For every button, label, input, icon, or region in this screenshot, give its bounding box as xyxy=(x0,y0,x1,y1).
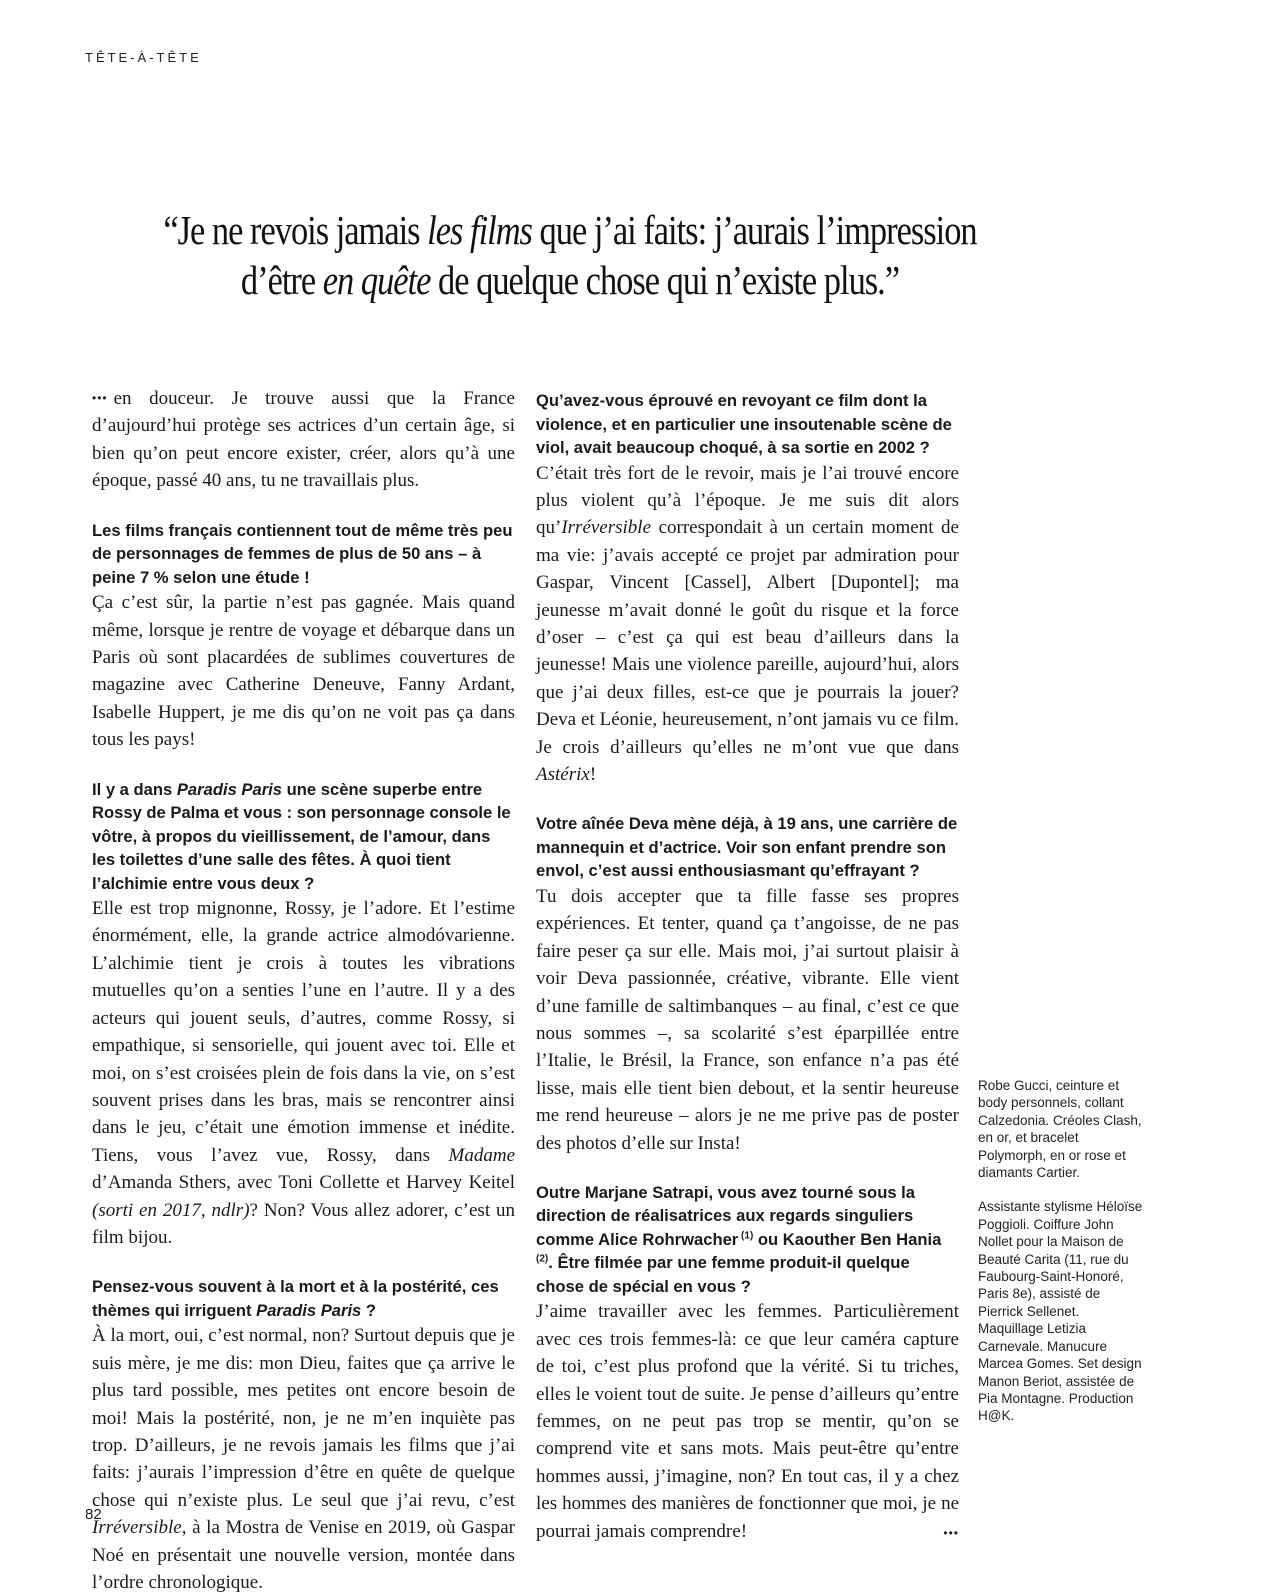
footnote-mark: (1) xyxy=(738,1230,754,1242)
text-segment: “Je ne revois jamais xyxy=(163,207,428,253)
text-segment: Outre Marjane Satrapi, vous avez tourné sous la direction de réalisatrices aux regards singuliers comme Alice Rohrwacher xyxy=(536,1182,916,1249)
italic-text: les films xyxy=(427,207,532,253)
text-segment: d’Amanda Sthers, avec Toni Collette et Harvey Keitel xyxy=(92,1172,515,1194)
text-segment: J’aime travailler avec les femmes. Particulièrement avec ces trois femmes-là: ce que leur caméra capture de toi, c’est plus profond que la vérité. Si tu triches, elles le voient tout de suite. Je pense d’ailleurs qu’entre femmes, on ne peut pas trop se mentir, qu’on se comprend vite et sans mots. Mais peut-être qu’entre hommes aussi, j’imagine, non? En tout cas, il y a chez les hommes des manières de fonctionner que moi, je ne pourrai jamais comprendre! xyxy=(536,1301,959,1542)
interview-answer xyxy=(92,895,515,1251)
text-segment: C’était très fort de le revoir, mais je l’ai trouvé encore plus violent qu’à l’époque. Je me suis dit alors qu’ xyxy=(536,462,959,539)
interview-answer xyxy=(92,589,515,753)
italic-text: Madame xyxy=(448,1144,515,1166)
text-segment: Votre aînée Deva mène déjà, à 19 ans, une carrière de mannequin et d’actrice. Voir son enfant prendre son envol, c’est aussi enthousiasmant qu’effrayant ? xyxy=(536,814,958,881)
italic-text: Paradis Paris xyxy=(176,779,283,799)
text-segment: de quelque chose qui n’existe plus.” xyxy=(430,257,900,303)
text-segment: Elle est trop mignonne, Rossy, je l’adore. Et l’estime énormément, elle, la grande actrice almodóvarienne. L’alchimie tient je crois à toutes les vibrations mutuelles qu’on a senties l’une en l’autre. Il y a des acteurs qui jouent seuls, d’autres, comme Rossy, si empathique, si sensorielle, qui jouent avec toi. Elle et moi, on s’est croisées plein de fois dans la vie, on s’est souvent prises dans les bras, mais se rencontrer ainsi dans le jeu, c’était une émotion immense et inédite. Tiens, vous l’avez vue, Rossy, dans xyxy=(92,898,515,1166)
italic-text: Irréversible xyxy=(92,1517,182,1539)
text-segment: Il y a dans xyxy=(92,779,177,799)
text-segment: d’être xyxy=(240,257,323,303)
text-segment: Tu dois accepter que ta fille fasse ses propres expériences. Et tenter, quand ça t’angoisse, de ne pas faire peser ça sur elle. Mais moi, j’ai surtout plaisir à voir Deva passionnée, créative, vibrante. Elle vient d’une famille de saltimbanques – au final, c’est ce que nous sommes –, sa scolarité s’est éparpillée entre l’Italie, le Brésil, la France, son enfance n’a pas été lisse, mais elle tient bien debout, et la sentir heureuse me rend heureuse – alors je ne me prive pas de poster des photos d’elle sur Insta! xyxy=(536,885,959,1154)
italic-text: Irréversible xyxy=(561,517,652,539)
continued-from-marker: ••• xyxy=(92,391,108,405)
interview-answer xyxy=(536,460,959,789)
italic-text: Astérix xyxy=(536,763,590,785)
text-segment: Pensez-vous souvent à la mort et à la postérité, ces thèmes qui irriguent xyxy=(92,1277,499,1320)
interview-question xyxy=(92,778,515,896)
credits-fashion: Robe Gucci, ceinture et body personnels, collant Calzedonia. Créoles Clash, en or, et bracelet Polymorph, en or rose et diamants Cartier. xyxy=(978,1078,1142,1181)
article-column-2 xyxy=(536,385,959,1547)
text-segment: en douceur. Je trouve aussi que la France d’aujourd’hui protège ses actrices d’un certain âge, si bien qu’on peut encore exister, créer, alors qu’à une époque, passé 40 ans, tu ne travaillais plus. xyxy=(92,388,515,492)
page-number: 82 xyxy=(85,1506,102,1523)
section-rubric: TÊTE-À-TÊTE xyxy=(85,50,202,65)
pull-quote xyxy=(60,205,1080,305)
interview-question xyxy=(92,519,515,590)
interview-question xyxy=(92,1275,515,1322)
credits-team: Assistante stylisme Héloïse Poggioli. Coiffure John Nollet pour la Maison de Beauté Carita (11, rue du Faubourg-Saint-Honoré, Paris 8e), assisté de Pierrick Sellenet. Maquillage Letizia Carnevale. Manucure Marcea Gomes. Set design Manon Beriot, assistée de Pia Montagne. Production H@K. xyxy=(978,1199,1143,1424)
interview-answer xyxy=(536,883,959,1157)
photo-credits xyxy=(978,1077,1148,1442)
text-segment: ou Kaouther Ben Hania xyxy=(753,1229,942,1249)
interview-question xyxy=(536,389,959,460)
text-segment: , à la Mostra de Venise en 2019, où Gaspar Noé en présentait une nouvelle version, montée dans l’ordre chronologique. xyxy=(92,1517,515,1593)
text-segment: ? Non? Vous allez adorer, c’est un film bijou. xyxy=(92,1199,515,1248)
pull-quote-line-1 xyxy=(142,205,999,255)
interview-question xyxy=(536,812,959,883)
italic-text: (sorti en 2017, ndlr) xyxy=(92,1199,250,1221)
pull-quote-line-2 xyxy=(142,255,999,305)
text-segment: À la mort, oui, c’est normal, non? Surtout depuis que je suis mère, je me dis: mon Dieu, faites que ça arrive le plus tard possible, mes petites ont encore besoin de moi! Mais la postérité, non, je ne m’en inquiète pas trop. D’ailleurs, je ne revois jamais les films que j’ai faits: j’aurais l’impression d’être en quête de quelque chose qui n’existe plus. Le seul que j’ai revu, c’est xyxy=(92,1325,515,1511)
interview-answer xyxy=(92,385,515,495)
text-segment: ! xyxy=(589,763,597,785)
text-segment: correspondait à un certain moment de ma vie: j’avais accepté ce projet par admiration pour Gaspar, Vincent [Cassel], Albert [Dupontel]; ma jeunesse m’avait donné le goût du risque et la force d’oser – c’est ça qui est beau d’ailleurs dans la jeunesse! Mais une violence pareille, aujourd’hui, alors que j’ai deux filles, est-ce que je pourrais la jouer? Deva et Léonie, heureusement, n’ont jamais vu ce film. Je crois d’ailleurs qu’elles ne m’ont vue que dans xyxy=(536,517,959,758)
text-segment: que j’ai faits: j’aurais l’impression xyxy=(531,207,977,253)
text-segment: Ça c’est sûr, la partie n’est pas gagnée. Mais quand même, lorsque je rentre de voyage et débarque dans un Paris où sont placardées de sublimes couvertures de magazine avec Catherine Deneuve, Fanny Ardant, Isabelle Huppert, je me dis qu’on ne voit pas ça dans tous les pays! xyxy=(92,592,515,751)
text-segment: Les films français contiennent tout de même très peu de personnages de femmes de plus de 50 ans – à peine 7 % selon une étude ! xyxy=(92,520,513,587)
text-segment: Qu’avez-vous éprouvé en revoyant ce film dont la violence, et en particulier une insoutenable scène de viol, avait beaucoup choqué, à sa sortie en 2002 ? xyxy=(536,391,952,457)
article-column-1 xyxy=(92,385,515,1596)
footnote-mark: (2) xyxy=(536,1253,549,1265)
interview-question xyxy=(536,1181,959,1299)
text-segment: ? xyxy=(361,1300,377,1320)
continued-marker: ••• xyxy=(943,1525,959,1540)
text-segment: une scène superbe entre Rossy de Palma et vous : son personnage console le vôtre, à propos du vieillissement, de l’amour, dans les toilettes d’une salle des fêtes. À quoi tient l’alchimie entre vous deux ? xyxy=(92,779,511,893)
interview-answer xyxy=(92,1322,515,1596)
italic-text: Paradis Paris xyxy=(256,1300,362,1320)
italic-text: en quête xyxy=(322,257,431,303)
text-segment: . Être filmée par une femme produit-il quelque chose de spécial en vous ? xyxy=(536,1253,910,1296)
interview-answer xyxy=(536,1298,959,1545)
